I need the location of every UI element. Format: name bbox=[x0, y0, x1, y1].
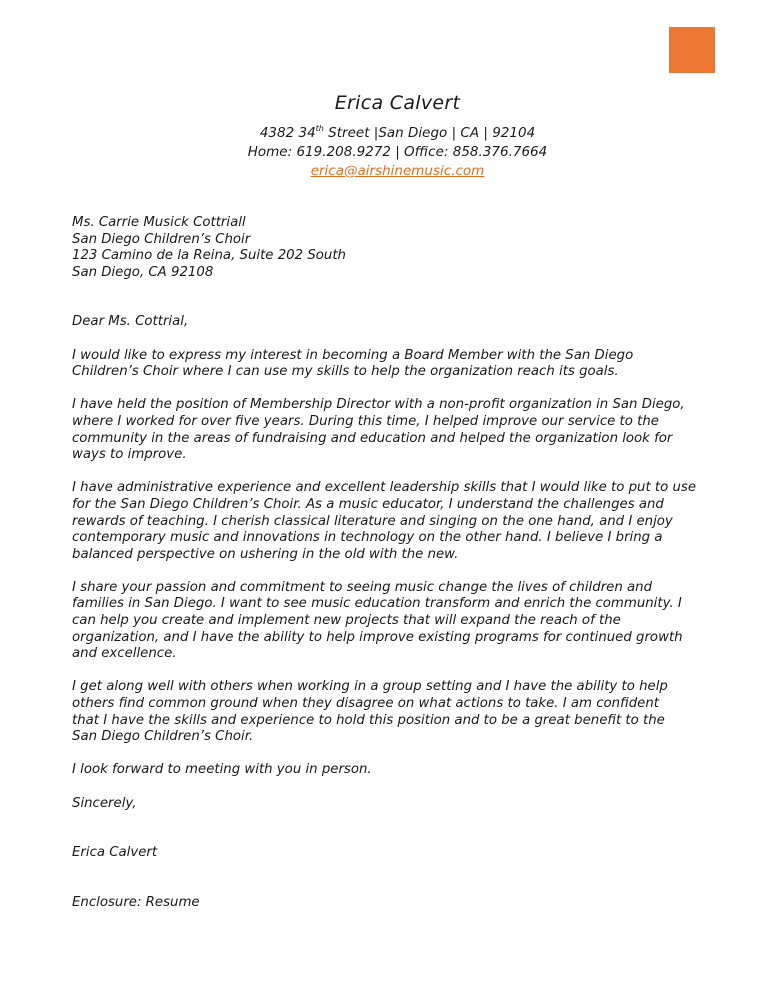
street-number: 4382 34 bbox=[259, 125, 316, 141]
paragraph-line: I have held the position of Membership Director with a non-profit organization in San Diego, bbox=[72, 397, 685, 413]
salutation: Dear Ms. Cottrial, bbox=[72, 314, 189, 330]
street-suffix: th bbox=[315, 124, 324, 133]
sender-email-link[interactable]: erica@airshinemusic.com bbox=[310, 163, 485, 179]
recipient-line: San Diego Children’s Choir bbox=[72, 231, 251, 247]
sender-contact-block bbox=[0, 124, 768, 181]
paragraph-line: organization, and I have the ability to help improve existing programs for continued growth bbox=[72, 629, 683, 645]
enclosure-note: Enclosure: Resume bbox=[72, 894, 200, 910]
paragraph-line: Children’s Choir where I can use my skills to help the organization reach its goals. bbox=[72, 364, 619, 380]
paragraph-teamwork bbox=[72, 679, 712, 745]
paragraph-skills bbox=[72, 480, 712, 563]
paragraph-line: I look forward to meeting with you in person. bbox=[72, 762, 372, 778]
paragraph-line: families in San Diego. I want to see music education transform and enrich the community. I bbox=[72, 596, 682, 612]
signature-name: Erica Calvert bbox=[72, 845, 158, 861]
paragraph-line: that I have the skills and experience to hold this position and to be a great benefit to the bbox=[72, 712, 665, 728]
paragraph-line: balanced perspective on ushering in the old with the new. bbox=[72, 546, 459, 562]
recipient-line: 123 Camino de la Reina, Suite 202 South bbox=[72, 248, 346, 264]
sender-address bbox=[0, 124, 768, 143]
paragraph-line: for the San Diego Children’s Choir. As a music educator, I understand the challenges and bbox=[72, 496, 664, 512]
paragraph-line: contemporary music and innovations in technology on the other hand. I believe I bring a bbox=[72, 530, 663, 546]
paragraph-line: I have administrative experience and excellent leadership skills that I would like to put to use bbox=[72, 480, 697, 496]
letter-body bbox=[72, 215, 712, 911]
paragraph-meeting bbox=[72, 762, 712, 779]
paragraph-line: community in the areas of fundraising and education and helped the organization look for bbox=[72, 430, 673, 446]
paragraph-line: I would like to express my interest in becoming a Board Member with the San Diego bbox=[72, 347, 634, 363]
paragraph-line: can help you create and implement new projects that will expand the reach of the bbox=[72, 613, 621, 629]
paragraph-interest bbox=[72, 348, 712, 381]
recipient-address bbox=[72, 215, 712, 281]
recipient-line: Ms. Carrie Musick Cottriall bbox=[72, 215, 246, 230]
paragraph-line: ways to improve. bbox=[72, 447, 187, 463]
closing: Sincerely, bbox=[72, 795, 137, 811]
paragraph-line: and excellence. bbox=[72, 646, 177, 662]
sender-name: Erica Calvert bbox=[334, 92, 461, 114]
paragraph-line: where I worked for over five years. During this time, I helped improve our service to the bbox=[72, 413, 659, 429]
accent-square bbox=[669, 27, 715, 73]
paragraph-line: I share your passion and commitment to seeing music change the lives of children and bbox=[72, 579, 653, 595]
paragraph-line: I get along well with others when working in a group setting and I have the ability to help bbox=[72, 679, 668, 695]
paragraph-line: rewards of teaching. I cherish classical literature and singing on the one hand, and I enjoy bbox=[72, 513, 673, 529]
recipient-line: San Diego, CA 92108 bbox=[72, 264, 214, 280]
paragraph-passion bbox=[72, 580, 712, 663]
street-rest: Street |San Diego | CA | 92104 bbox=[323, 125, 536, 141]
paragraph-line: others find common ground when they disagree on what actions to take. I am confident bbox=[72, 696, 659, 712]
paragraph-line: San Diego Children’s Choir. bbox=[72, 729, 254, 745]
paragraph-experience bbox=[72, 397, 712, 463]
sender-phones: Home: 619.208.9272 | Office: 858.376.7664 bbox=[247, 144, 548, 160]
